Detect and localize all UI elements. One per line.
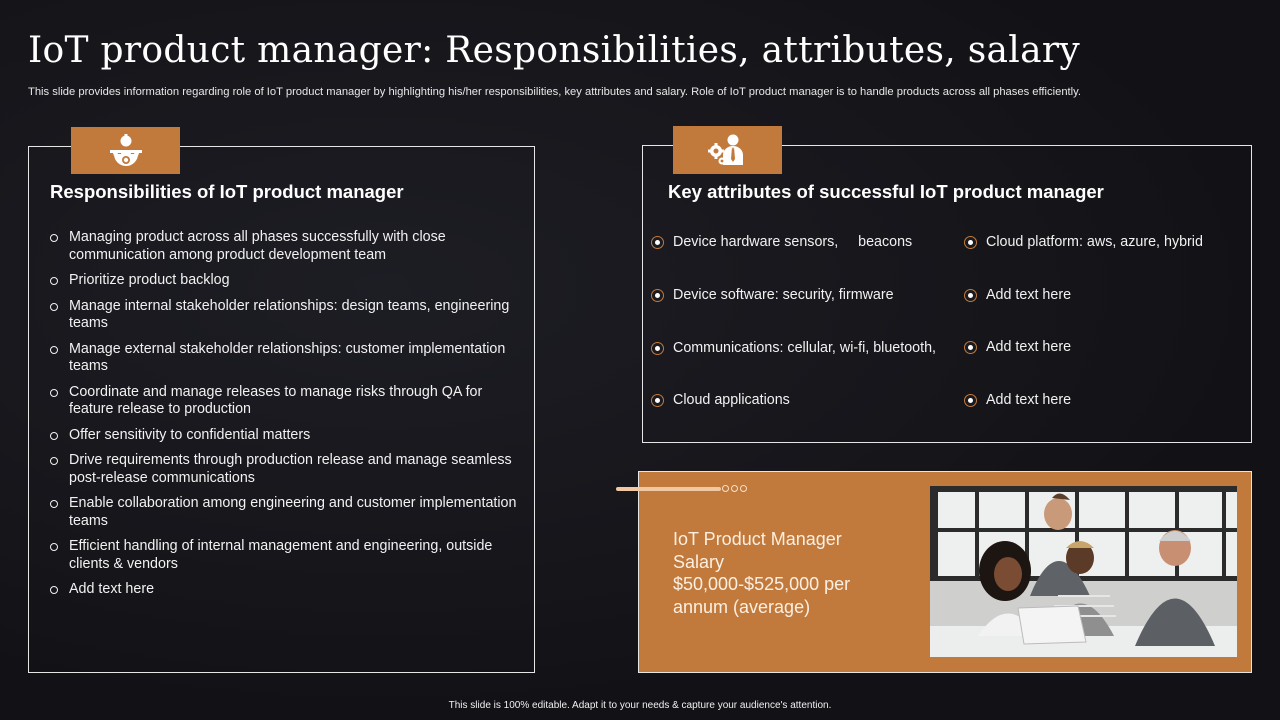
bullet-icon — [651, 236, 664, 249]
responsibilities-list — [48, 229, 518, 607]
bullet-icon — [964, 236, 977, 249]
list-item-text: Add text here — [69, 581, 155, 597]
decorative-dots — [722, 485, 747, 492]
attribute-item — [964, 234, 1203, 250]
list-item — [48, 581, 518, 599]
list-item — [48, 495, 518, 530]
list-item — [48, 427, 518, 445]
list-item — [48, 452, 518, 487]
attribute-text: Communications: cellular, wi-fi, bluetooth, — [673, 340, 937, 356]
list-item — [48, 272, 518, 290]
bullet-icon — [964, 394, 977, 407]
bullet-icon — [50, 303, 58, 311]
bullet-icon — [651, 394, 664, 407]
slide-title: IoT product manager: Responsibilities, attributes, salary — [28, 30, 1081, 71]
attribute-text: Cloud applications — [673, 392, 790, 408]
footer-note: This slide is 100% editable. Adapt it to your needs & capture your audience's attention. — [448, 700, 832, 711]
attribute-item — [651, 287, 894, 303]
responsibilities-heading: Responsibilities of IoT product manager — [50, 181, 404, 202]
attributes-icon-tab — [673, 126, 782, 174]
salary-line: $50,000-$525,000 per — [673, 574, 851, 594]
attribute-item — [964, 339, 1071, 355]
salary-line: Salary — [673, 551, 725, 572]
attribute-text: Device hardware sensors, beacons — [673, 234, 913, 250]
bullet-icon — [964, 289, 977, 302]
attribute-item — [651, 234, 912, 250]
attribute-text: Device software: security, firmware — [673, 287, 894, 303]
salary-line: annum (average) — [673, 596, 811, 617]
list-item — [48, 298, 518, 333]
attribute-text: Cloud platform: aws, azure, hybrid — [986, 234, 1203, 250]
attribute-text: Add text here — [986, 339, 1072, 355]
decorative-line — [616, 487, 721, 491]
bullet-icon — [50, 500, 58, 508]
bullet-icon — [50, 586, 58, 594]
list-item — [48, 384, 518, 419]
salary-text — [673, 528, 883, 618]
bullet-icon — [50, 457, 58, 465]
attribute-text: Add text here — [986, 392, 1072, 408]
bullet-icon — [651, 342, 664, 355]
team-photo — [930, 486, 1237, 657]
attribute-item — [651, 340, 936, 356]
list-item-text: Manage internal stakeholder relationships: design teams, engineering teams — [69, 297, 510, 331]
list-item-text: Efficient handling of internal management and engineering, outside clients & vendors — [69, 538, 493, 572]
bullet-icon — [50, 432, 58, 440]
gear-person-icon — [106, 132, 146, 170]
list-item — [48, 341, 518, 376]
bullet-icon — [50, 346, 58, 354]
slide-subtitle: This slide provides information regarding role of IoT product manager by highlighting his/her responsibilities, key attributes and salary. Role of IoT product manager is to handle products across all phases efficiently. — [28, 86, 1082, 98]
responsibilities-icon-tab — [71, 127, 180, 174]
attribute-item — [964, 392, 1071, 408]
bullet-icon — [50, 389, 58, 397]
bullet-icon — [50, 234, 58, 242]
attributes-heading: Key attributes of successful IoT product manager — [668, 181, 1104, 202]
list-item-text: Enable collaboration among engineering and customer implementation teams — [69, 495, 517, 529]
list-item-text: Manage external stakeholder relationships: customer implementation teams — [69, 340, 506, 374]
list-item — [48, 229, 518, 264]
attribute-text: Add text here — [986, 287, 1072, 303]
list-item-text: Offer sensitivity to confidential matters — [69, 426, 311, 443]
list-item-text: Prioritize product backlog — [69, 272, 230, 288]
list-item-text: Drive requirements through production release and manage seamless post-release communications — [69, 452, 512, 486]
attribute-item — [964, 287, 1071, 303]
bullet-icon — [50, 277, 58, 285]
list-item-text: Coordinate and manage releases to manage risks through QA for feature release to production — [69, 383, 483, 417]
bullet-icon — [651, 289, 664, 302]
salary-line: IoT Product Manager — [673, 529, 842, 549]
attribute-item — [651, 392, 790, 408]
bullet-icon — [964, 341, 977, 354]
bullet-icon — [50, 543, 58, 551]
list-item-text: Managing product across all phases successfully with close communication among product development team — [69, 229, 446, 263]
list-item — [48, 538, 518, 573]
businessman-gears-icon — [706, 132, 750, 168]
